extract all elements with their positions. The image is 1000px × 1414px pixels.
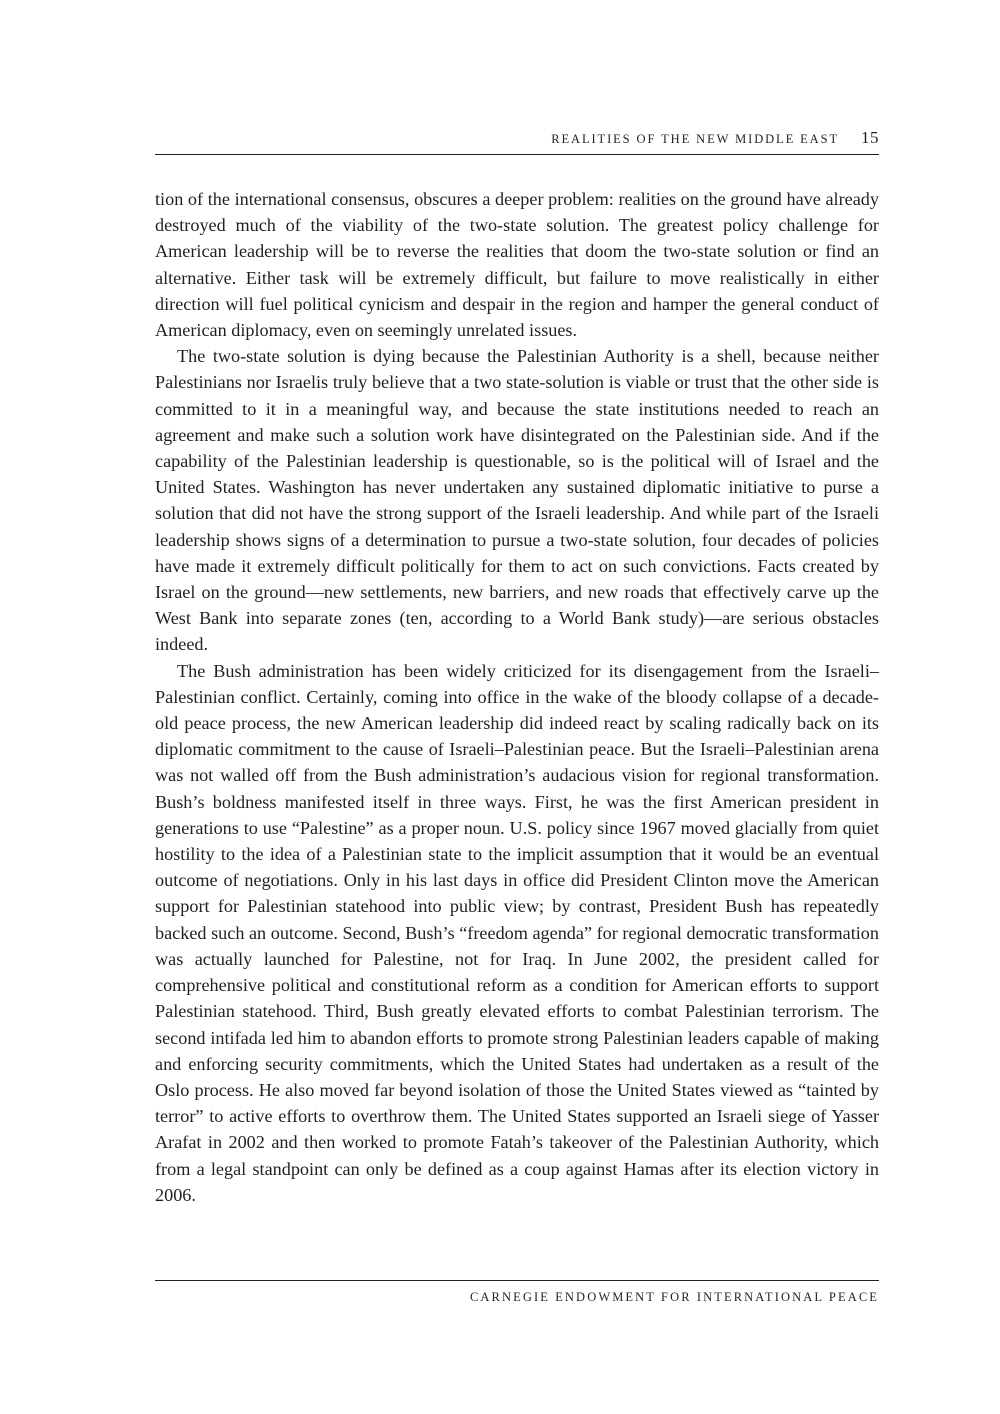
running-head-title: REALITIES OF THE NEW MIDDLE EAST xyxy=(551,132,839,146)
footer-rule xyxy=(155,1280,879,1281)
running-foot: CARNEGIE ENDOWMENT FOR INTERNATIONAL PEACE xyxy=(469,1290,879,1304)
header-rule xyxy=(155,154,879,155)
paragraph-continued: tion of the international consensus, obscures a deeper problem: realities on the ground have already destroyed much of the viability of the two-state solution. The greatest policy challenge for American leadership will be to reverse the realities that doom the two-state solution or find an alternative. Either task will be extremely difficult, but failure to move realistically in either direction will fuel political cynicism and despair in the region and hamper the general conduct of American diplomacy, even on seemingly unrelated issues. xyxy=(155,189,879,341)
paragraph: The two-state solution is dying because the Palestinian Authority is a shell, because neither Palestinians nor Israelis truly believe that a two state-solution is viable or trust that the other side is committed to it in a meaningful way, and because the state institutions needed to reach an agreement and make such a solution work have disintegrated on the Palestinian side. And if the capability of the Palestinian leadership is questionable, so is the political will of Israel and the United States. Washington has never undertaken any sustained diplomatic initiative to purse a solution that did not have the strong support of the Israeli leadership. And while part of the Israeli leadership shows signs of a determination to pursue a two-state solution, four decades of policies have made it extremely difficult politically for them to act on such convictions. Facts created by Israel on the ground—new settlements, new barriers, and new roads that effectively carve up the West Bank into separate zones (ten, according to a World Bank study)—are serious obstacles indeed. xyxy=(155,346,879,655)
paragraph: The Bush administration has been widely criticized for its disengagement from the Israeli–Palestinian conflict. Certainly, coming into office in the wake of the bloody collapse of a decade-old peace process, the new American leadership did indeed react by scaling radically back on its diplomatic commitment to the cause of Israeli–Palestinian peace. But the Israeli–Palestinian arena was not walled off from the Bush administration’s audacious vision for regional transformation. Bush’s boldness manifested itself in three ways. First, he was the first American president in generations to use “Palestine” as a proper noun. U.S. policy since 1967 moved glacially from quiet hostility to the idea of a Palestinian state to the implicit assumption that it would be an eventual outcome of negotiations. Only in his last days in office did President Clinton move the American support for Palestinian statehood into public view; by contrast, President Bush has repeatedly backed such an outcome. Second, Bush’s “freedom agenda” for regional democratic transformation was actually launched for Palestine, not for Iraq. In June 2002, the president called for comprehensive political and constitutional reform as a condition for American efforts to support Palestinian statehood. Third, Bush greatly elevated efforts to combat Palestinian terrorism. The second intifada led him to abandon efforts to promote strong Palestinian leaders capable of making and enforcing security commitments, which the United States had undertaken as a result of the Oslo process. He also moved far beyond isolation of those the United States viewed as “tainted by terror” to active efforts to overthrow them. The United States supported an Israeli siege of Yasser Arafat in 2002 and then worked to promote Fatah’s takeover of the Palestinian Authority, which from a legal standpoint can only be defined as a coup against Hamas after its election victory in 2006. xyxy=(155,660,879,1205)
page-number: 15 xyxy=(861,128,879,147)
body-text xyxy=(155,186,879,1208)
running-head xyxy=(155,128,879,150)
